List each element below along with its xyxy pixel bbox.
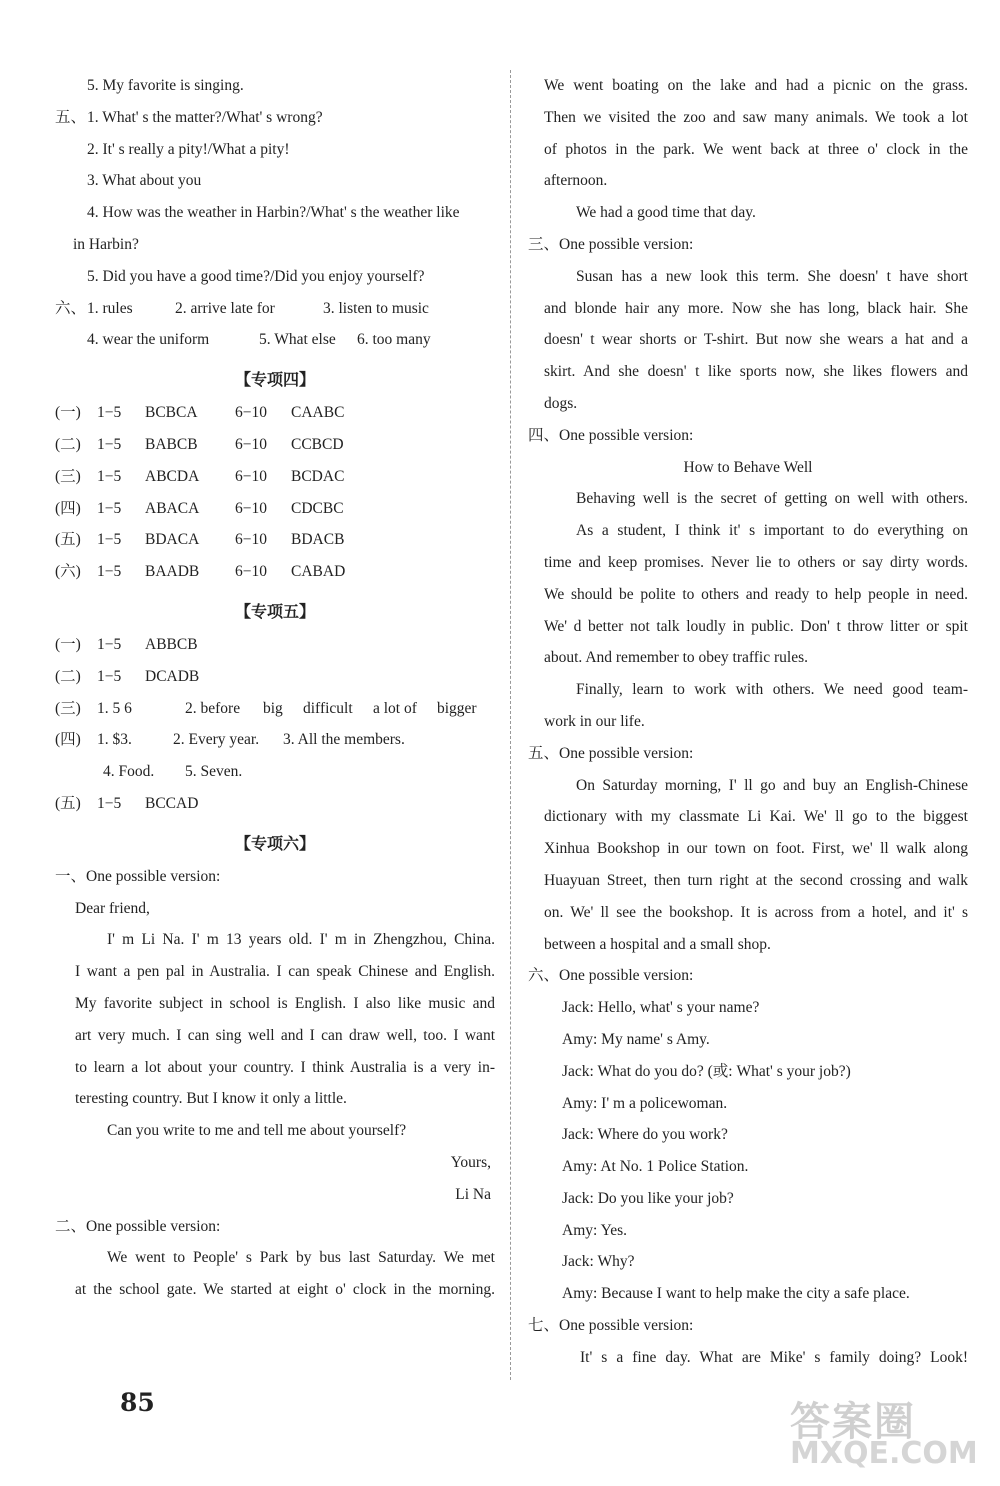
section-label: 二、One possible version: [55,1217,221,1235]
answer-key-row [55,693,495,725]
answer-line: 1. What' s the matter?/What' s wrong? [87,108,323,126]
range: 1−5 [97,667,122,685]
text-line: On Saturday morning, I' ll go and buy an English-Chinese [576,776,968,794]
text-line: between a hospital and a small shop. [544,935,771,953]
answer-key-row [55,397,495,429]
answer-item: 1. rules [87,299,133,317]
text-line: on. We' ll see the bookshop. It is across from a hotel, and it' s [544,903,968,921]
text-line: afternoon. [544,172,608,190]
letter-signature: Li Na [455,1185,491,1203]
text-line: about. And remember to obey traffic rules. [544,649,808,667]
letter-line: art very much. I can sing well and I can draw well, too. I want [75,1026,495,1044]
part-number: (三) [55,699,81,717]
section-heading: 【专项四】 [234,372,315,390]
section-label: 五、 [55,108,87,126]
answers: CCBCD [291,435,344,453]
range: 6−10 [235,531,267,549]
answer-line: 5. Did you have a good time?/Did you enjoy yourself? [87,267,425,285]
dialog [528,992,968,1310]
text-line: Susan has a new look this term. She doesn' t have short [576,267,968,285]
part-number: (二) [55,667,81,685]
answer-key-row [55,629,495,661]
answers: BCCAD [145,794,199,812]
answers: BDACB [291,531,345,549]
part-number: (一) [55,635,81,653]
answer-line: in Harbin? [73,235,139,253]
range: 1−5 [97,794,122,812]
answers: CDCBC [291,499,344,517]
text-line: We went boating on the lake and had a picnic on the grass. [544,77,968,94]
answer-item: 5. Seven. [185,763,243,781]
answer-item: big [263,699,283,717]
answer-item: 1. 5 6 [97,699,132,717]
text-line: It' s a fine day. What are Mike' s family doing? Look! [580,1348,968,1366]
answer-key-row [55,429,495,461]
letter-line: to learn a lot about your country. I think Australia is a very in- [75,1058,495,1076]
answer-key-row [55,724,495,756]
answer-item: bigger [437,699,477,717]
answer-item: 1. $3. [97,731,132,749]
answer-item: 2. arrive late for [175,299,275,317]
dialog-line: Amy: Because I want to help make the city a safe place. [562,1285,910,1303]
letter-line: My favorite subject in school is English. I also like music and [75,994,495,1012]
dialog-line: Amy: Yes. [562,1221,628,1239]
range: 6−10 [235,563,267,581]
range: 1−5 [97,435,122,453]
dialog-line: Amy: My name' s Amy. [562,1030,710,1048]
text-line: at the school gate. We started at eight o' clock in the morning. [75,1281,495,1299]
answers: BCBCA [145,404,198,422]
letter-line: I' m Li Na. I' m 13 years old. I' m in Zhengzhou, China. [107,931,495,949]
answer-line: 5. My favorite is singing. [87,77,244,94]
left-column [55,70,495,1306]
text-line: dictionary with my classmate Li Kai. We' ll go to the biggest [544,808,968,826]
part-number: (五) [55,794,81,812]
answer-key-row [55,493,495,525]
section-label: 三、One possible version: [528,235,694,253]
text-line: Xinhua Bookshop in our town on foot. First, we' ll walk along [544,840,968,858]
part-number: (五) [55,531,81,549]
text-line: Huayuan Street, then turn right at the second crossing and walk [544,871,968,889]
dialog-line: Jack: Where do you work? [562,1126,728,1144]
answer-item: 3. listen to music [323,299,429,317]
range: 1−5 [97,499,122,517]
letter-greeting: Dear friend, [75,899,150,917]
answer-item: 4. wear the uniform [87,331,210,349]
text-line: dogs. [544,394,578,412]
answer-key-row [55,661,495,693]
column-divider [510,70,511,1380]
range: 6−10 [235,404,267,422]
answer-line: 2. It' s really a pity!/What a pity! [87,140,290,158]
text-line: work in our life. [544,712,645,730]
range: 6−10 [235,467,267,485]
right-column [528,70,968,1374]
text-line: Behaving well is the secret of getting on well with others. [576,490,968,508]
dialog-line: Jack: Why? [562,1253,635,1271]
text-line: We went to People' s Park by bus last Saturday. We met [107,1249,495,1267]
text-line: We' d better not talk loudly in public. Don' t throw litter or spit [544,617,968,635]
answer-item: 4. Food. [103,763,155,781]
letter-line: I want a pen pal in Australia. I can speak Chinese and English. [75,963,495,981]
watermark-url: MXQE.COM [790,1436,978,1471]
answer-item: 6. too many [357,331,431,349]
answers: BDACA [145,531,200,549]
answers: BAADB [145,563,200,581]
text-line: We should be polite to others and ready to help people in need. [544,585,968,603]
range: 1−5 [97,531,122,549]
section-label: 七、One possible version: [528,1317,694,1335]
answer-key-row [55,756,495,788]
letter-line: teresting country. But I know it only a little. [75,1090,347,1108]
dialog-line: Amy: At No. 1 Police Station. [562,1158,749,1176]
answer-key-row [55,556,495,588]
answer-key-row [55,524,495,556]
essay-title: How to Behave Well [683,458,813,476]
text-line: As a student, I think it' s important to do everything on [576,522,968,540]
text-line: time and keep promises. Never lie to others or say dirty words. [544,553,968,571]
watermark-glyph: 答案圈 [790,1399,916,1445]
answers: ABCDA [145,467,200,485]
answers: ABACA [145,499,200,517]
text-line: and blonde hair any more. Now she has long, black hair. She [544,299,968,317]
text-line: doesn' t wear shorts or T-shirt. But now she wears a hat and a [544,331,968,349]
section-heading: 【专项六】 [234,835,315,853]
part-number: (六) [55,563,81,581]
section-label: 六、One possible version: [528,967,694,985]
range: 1−5 [97,404,122,422]
part-number: (三) [55,467,81,485]
text-line: of photos in the park. We went back at three o' clock in the [544,140,968,158]
part-number: (四) [55,499,81,517]
answers: BABCB [145,435,198,453]
answers: CAABC [291,404,345,422]
answer-item: difficult [303,699,353,717]
watermark-logo [790,1390,978,1476]
answer-item: 3. All the members. [283,731,405,749]
text-line: We had a good time that day. [576,204,756,222]
answer-item: 5. What else [259,331,336,349]
range: 6−10 [235,499,267,517]
section-heading: 【专项五】 [234,603,315,621]
text-line: skirt. And she doesn' t like sports now, she likes flowers and [544,363,968,381]
section-label: 六、 [55,299,87,317]
answer-line: 3. What about you [87,172,202,190]
dialog-line: Jack: Do you like your job? [562,1189,734,1207]
answers: DCADB [145,667,200,685]
answer-line: 4. How was the weather in Harbin?/What' s the weather like [87,204,460,222]
answer-item: 2. before [185,699,241,717]
range: 6−10 [235,435,267,453]
text-line: Finally, learn to work with others. We need good team- [576,681,968,699]
answers: CABAD [291,563,346,581]
part-number: (二) [55,435,81,453]
letter-closing: Yours, [450,1153,491,1171]
answer-key-table [55,397,495,588]
section-label: 四、One possible version: [528,426,694,444]
answers: BCDAC [291,467,345,485]
section-label: 一、One possible version: [55,867,221,885]
answer-line [55,324,495,356]
dialog-line: Amy: I' m a policewoman. [562,1094,728,1112]
dialog-line: Jack: What do you do? (或: What' s your job?) [562,1062,851,1080]
page-number: 85 [120,1388,155,1417]
section-label: 五、One possible version: [528,744,694,762]
range: 1−5 [97,563,122,581]
answer-item: a lot of [373,699,417,717]
answer-item: 2. Every year. [173,731,260,749]
section-six [55,293,495,325]
answer-key-row [55,461,495,493]
letter-line: Can you write to me and tell me about yourself? [107,1122,407,1140]
answers: ABBCB [145,635,198,653]
text-line: Then we visited the zoo and saw many animals. We took a lot [544,108,968,126]
section-five [55,102,495,134]
dialog-line: Jack: Hello, what' s your name? [562,999,760,1017]
range: 1−5 [97,467,122,485]
part-number: (四) [55,731,81,749]
part-number: (一) [55,404,81,422]
answer-key-row [55,788,495,820]
range: 1−5 [97,635,122,653]
